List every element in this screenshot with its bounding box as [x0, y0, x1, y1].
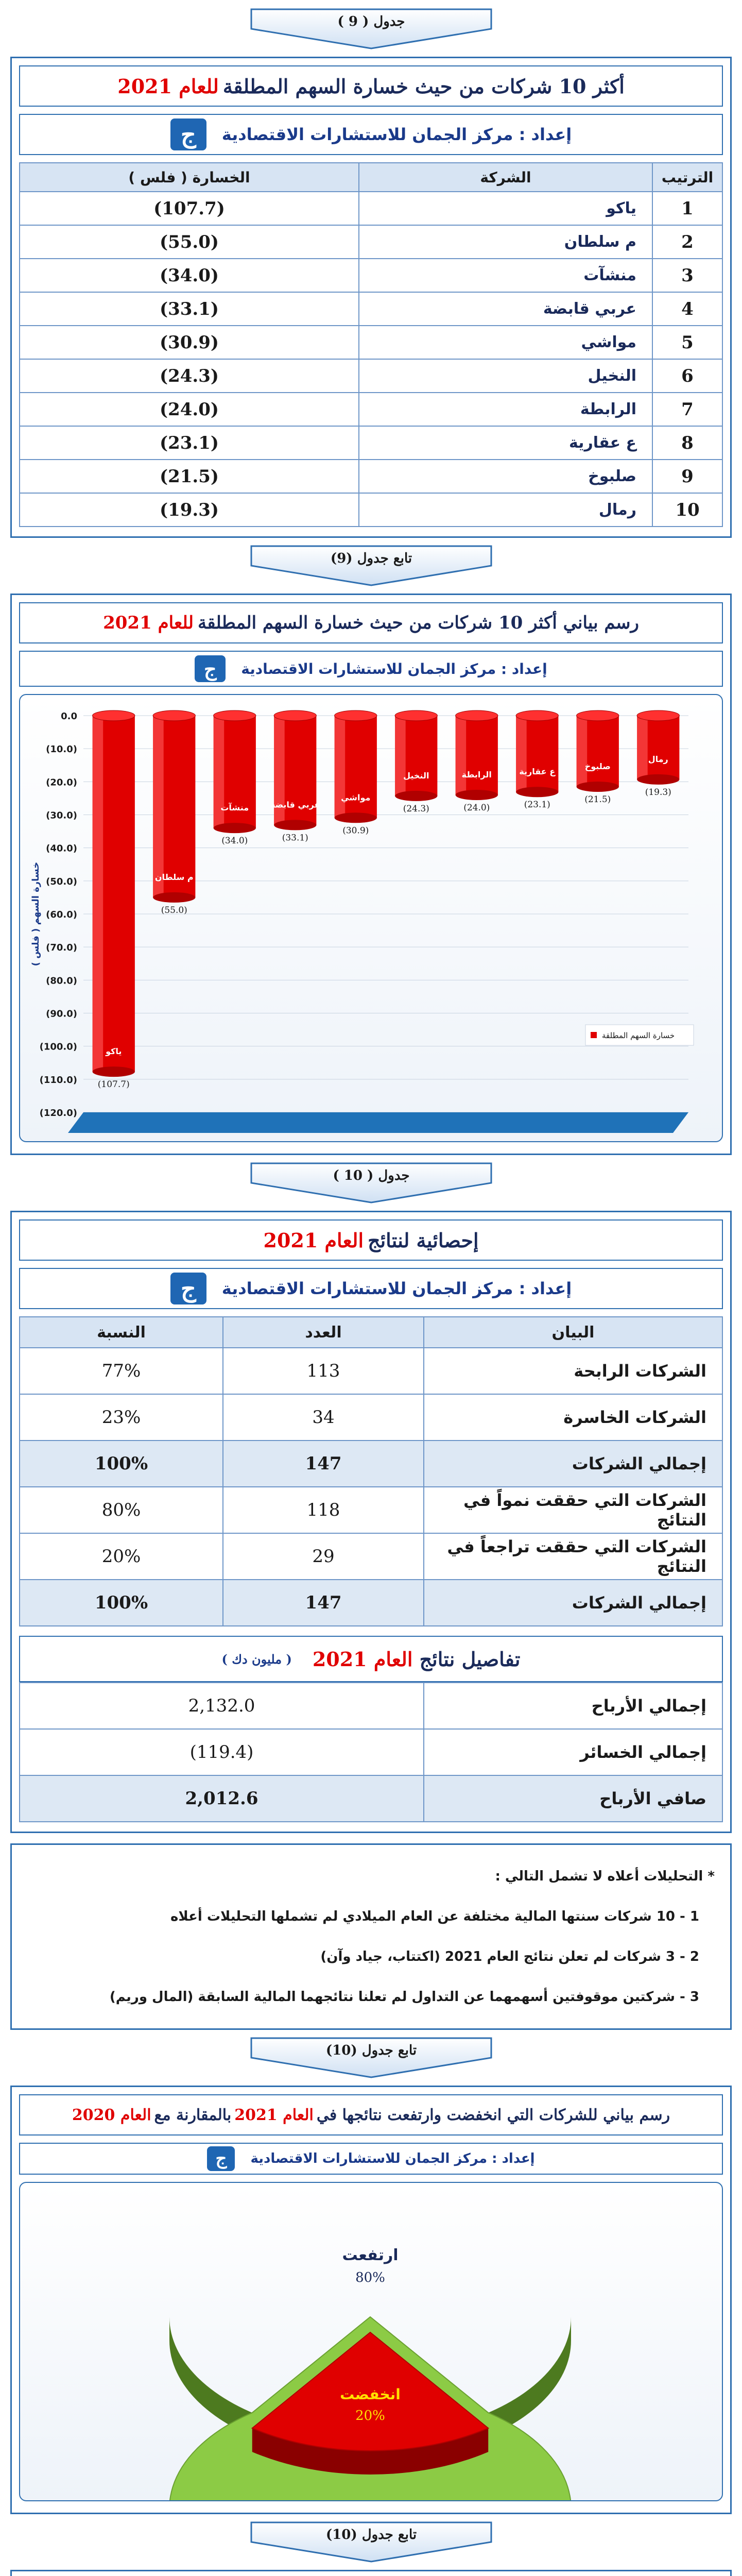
bar-10 [637, 710, 679, 798]
y-tick-label: (20.0) [46, 777, 77, 788]
chart10b-frame [10, 2570, 732, 2576]
bar-7 [456, 710, 498, 813]
bar-2 [153, 710, 195, 916]
pct-cell: 80% [20, 1487, 223, 1533]
details-unit: ( مليون دك ) [221, 1651, 292, 1667]
chart10a-title-prev-year: العام 2020 [72, 2106, 151, 2124]
table-row [20, 292, 722, 326]
y-tick-label: (100.0) [39, 1041, 77, 1053]
label-cell: إجمالي الشركات [424, 1580, 722, 1626]
y-tick-label: (70.0) [46, 942, 77, 954]
bar-top-cap [577, 710, 619, 721]
chart10a-title [19, 2094, 723, 2136]
company-cell: مواشي [359, 326, 652, 359]
count-cell: 29 [223, 1533, 424, 1580]
bar-highlight [516, 716, 527, 792]
bar-highlight [456, 716, 467, 795]
table-row [20, 1533, 722, 1580]
table-row [20, 493, 722, 527]
bar-4 [270, 710, 320, 843]
bar-category-label: م سلطان [154, 872, 194, 882]
bar-value-label: (24.0) [463, 803, 490, 813]
bar-value-label: (23.1) [524, 800, 550, 810]
table-row [20, 192, 722, 225]
table-row [20, 1440, 722, 1487]
bar-bottom-cap [93, 1066, 135, 1077]
bar-3 [214, 710, 256, 846]
label-cell: الشركات الرابحة [424, 1348, 722, 1394]
bar-value-label: (34.0) [221, 836, 248, 846]
table10-arrow-label: جدول ( 10 ) [332, 1168, 410, 1183]
bar-9 [577, 710, 619, 805]
table-row [20, 1580, 722, 1626]
rank-cell: 4 [652, 292, 722, 326]
header-rank: الترتيب [652, 163, 722, 192]
table-row [20, 225, 722, 259]
rank-cell: 5 [652, 326, 722, 359]
table9-frame [10, 57, 732, 538]
details-title-text: تفاصيل نتائج [412, 1647, 521, 1671]
company-cell: منشآت [359, 259, 652, 292]
label-cell: الشركات الخاسرة [424, 1394, 722, 1440]
loss-bar-chart [19, 695, 722, 1141]
bar-top-cap [456, 710, 498, 721]
note-item: 2 - 3 شركات لم تعلن نتائج العام 2021 (اكتتاب، جياد وآن) [320, 1949, 699, 1964]
aljuman-logo-icon: ج [170, 118, 206, 150]
table10-frame [10, 1211, 732, 1833]
y-tick-label: 0.0 [61, 711, 77, 722]
count-cell: 147 [223, 1440, 424, 1487]
bar-bottom-cap [456, 790, 498, 800]
bar-8 [516, 710, 558, 810]
bar-value-label: (19.3) [645, 787, 671, 798]
header-company: الشركة [359, 163, 652, 192]
y-tick-label: (30.0) [46, 810, 77, 821]
y-axis-label: خسارة السهم ( فلس ) [30, 861, 41, 967]
table-row [20, 259, 722, 292]
loss-cell: (34.0) [20, 259, 359, 292]
table-row [20, 326, 722, 359]
detail-label: إجمالي الخسائر [424, 1729, 722, 1775]
note-item: 3 - شركتين موقوفتين أسهمهما عن التداول لم تعلنا نتائجهما المالية السابقة (المال وريم) [109, 1989, 699, 2005]
notes-box [10, 1843, 732, 2030]
chart10a-prepared-by [19, 2143, 723, 2175]
chart10a-arrow-label: تابع جدول (10) [325, 2043, 417, 2058]
loss-cell: (19.3) [20, 493, 359, 527]
bar-category-label: مواشي [341, 792, 371, 803]
pct-cell: 77% [20, 1348, 223, 1394]
loss-cell: (23.1) [20, 426, 359, 460]
bar-bottom-cap [153, 892, 195, 903]
header-label: البيان [424, 1317, 722, 1348]
loss-cell: (24.3) [20, 359, 359, 393]
company-cell: عربي قابضة [359, 292, 652, 326]
prepared-by-text: إعداد : مركز الجمان للاستشارات الاقتصادية [241, 660, 547, 677]
label-cell: إجمالي الشركات [424, 1440, 722, 1487]
note-item: 1 - 10 شركات سنتها المالية مختلفة عن العام الميلادي لم تشملها التحليلات أعلاه [170, 1909, 699, 1924]
chart10b-arrow [0, 2514, 742, 2563]
aljuman-logo-icon: ج [207, 2146, 235, 2171]
company-cell: النخيل [359, 359, 652, 393]
bar-top-cap [214, 710, 256, 721]
pie-value-increased: 80% [355, 2270, 385, 2285]
y-tick-label: (90.0) [46, 1008, 77, 1020]
bar-highlight [577, 716, 588, 787]
rank-cell: 3 [652, 259, 722, 292]
y-tick-label: (10.0) [46, 744, 77, 755]
bar-category-label: النخيل [403, 770, 429, 781]
prepared-by-text: إعداد : مركز الجمان للاستشارات الاقتصادية [221, 1279, 572, 1298]
company-cell: م سلطان [359, 225, 652, 259]
bar-value-label: (107.7) [97, 1079, 130, 1090]
table-row [20, 359, 722, 393]
bar-highlight [335, 716, 346, 818]
bar-value-label: (55.0) [161, 905, 187, 916]
chart10a-title-year: العام 2021 [234, 2106, 314, 2124]
rank-cell: 6 [652, 359, 722, 393]
table10-title-year: العام 2021 [263, 1228, 364, 1252]
y-tick-label: (40.0) [46, 843, 77, 854]
bar-category-label: عربي قابضة [270, 800, 320, 810]
pct-cell: 20% [20, 1533, 223, 1580]
bar-bottom-cap [637, 774, 679, 785]
rank-cell: 9 [652, 460, 722, 493]
bar-category-label: ع عقارية [519, 767, 556, 777]
loss-cell: (24.0) [20, 393, 359, 426]
bar-category-label: الرابطة [461, 770, 492, 779]
chart10a-title-compare: بالمقارنة مع [154, 2106, 232, 2124]
header-pct: النسبة [20, 1317, 223, 1348]
pie-value-decreased: 20% [355, 2408, 385, 2424]
count-cell: 113 [223, 1348, 424, 1394]
aljuman-logo-icon: ج [170, 1273, 206, 1304]
table-row [20, 1394, 722, 1440]
bar-bottom-cap [274, 820, 316, 830]
chart10a-plot-area [19, 2182, 723, 2501]
table10-arrow [0, 1155, 742, 1204]
detail-label: إجمالي الأرباح [424, 1683, 722, 1729]
company-cell: ع عقارية [359, 426, 652, 460]
bar-bottom-cap [577, 782, 619, 792]
table10-title-text: إحصائية لنتائج [368, 1228, 479, 1252]
chart10a-title-text: رسم بياني للشركات التي انخفضت وارتفعت نتائجها في [316, 2106, 670, 2124]
header-count: العدد [223, 1317, 424, 1348]
bar-category-label: صلبوخ [584, 761, 611, 771]
chart9-plot-area [19, 694, 723, 1142]
chart10b-arrow-shape [250, 2521, 492, 2563]
loss-cell: (33.1) [20, 292, 359, 326]
legend-label: خسارة السهم المطلقة [602, 1031, 675, 1040]
table-row [20, 1683, 722, 1729]
header-loss: الخسارة ( فلس ) [20, 163, 359, 192]
bar-highlight [93, 716, 103, 1072]
bar-top-cap [153, 710, 195, 721]
table9-title-text: أكثر 10 شركات من حيث خسارة السهم المطلقة [222, 74, 625, 98]
bar-highlight [637, 716, 648, 779]
bar-top-cap [516, 710, 558, 721]
table-header-row [20, 1317, 722, 1348]
chart10a-arrow-shape [250, 2037, 492, 2078]
rank-cell: 1 [652, 192, 722, 225]
chart-legend [585, 1025, 694, 1045]
chart9-title-text: رسم بياني أكثر 10 شركات من حيث خسارة السهم المطلقة [198, 613, 639, 633]
chart10a-arrow [0, 2030, 742, 2078]
bar-highlight [395, 716, 406, 796]
detail-label: صافي الأرباح [424, 1775, 722, 1822]
table-row [20, 460, 722, 493]
table10-stats-table [19, 1316, 723, 1626]
bar-value-label: (21.5) [584, 794, 611, 805]
table9-arrow-shape [250, 8, 492, 49]
table9-prepared-by [19, 114, 723, 155]
bar-category-label: ياكو [106, 1046, 122, 1057]
loss-cell: (21.5) [20, 460, 359, 493]
chart9-title [19, 602, 723, 643]
bar-value-label: (33.1) [282, 833, 308, 843]
bar-category-label: رمال [648, 754, 668, 764]
rank-cell: 7 [652, 393, 722, 426]
pct-cell: 100% [20, 1580, 223, 1626]
table9-title-year: للعام 2021 [117, 74, 219, 98]
y-tick-label: (80.0) [46, 975, 77, 987]
count-cell: 34 [223, 1394, 424, 1440]
detail-value: (119.4) [20, 1729, 424, 1775]
details-table [19, 1682, 723, 1822]
pct-cell: 23% [20, 1394, 223, 1440]
company-cell: ياكو [359, 192, 652, 225]
chart9-prepared-by [19, 651, 723, 687]
bar-top-cap [335, 710, 377, 721]
loss-cell: (30.9) [20, 326, 359, 359]
rank-cell: 8 [652, 426, 722, 460]
y-tick-label: (50.0) [46, 876, 77, 887]
company-cell: الرابطة [359, 393, 652, 426]
pie-label-decreased: انخفضت [340, 2386, 401, 2403]
aljuman-logo-icon: ج [195, 655, 226, 682]
bar-top-cap [274, 710, 316, 721]
growth-pie-chart [19, 2183, 722, 2500]
chart-floor [68, 1112, 688, 1133]
details-title [19, 1636, 723, 1682]
bar-category-label: منشآت [220, 803, 249, 813]
table10-prepared-by [19, 1268, 723, 1309]
count-cell: 118 [223, 1487, 424, 1533]
detail-value: 2,012.6 [20, 1775, 424, 1822]
chart10a-frame [10, 2086, 732, 2514]
table10-title [19, 1219, 723, 1261]
chart9-arrow [0, 538, 742, 586]
loss-cell: (107.7) [20, 192, 359, 225]
table9-arrow [0, 0, 742, 49]
notes-heading: * التحليلات أعلاه لا تشمل التالي : [495, 1869, 715, 1884]
chart9-title-year: للعام 2021 [103, 613, 194, 633]
bar-value-label: (24.3) [403, 803, 429, 814]
chart9-arrow-label: تابع جدول (9) [330, 551, 412, 566]
table9-ranking-table [19, 162, 723, 527]
bar-top-cap [93, 710, 135, 721]
table10-arrow-shape [250, 1162, 492, 1204]
table9-title [19, 65, 723, 107]
table-header-row [20, 163, 722, 192]
table9-arrow-label: جدول ( 9 ) [337, 14, 405, 29]
label-cell: الشركات التي حققت تراجعاً في النتائج [424, 1533, 722, 1580]
bar-bottom-cap [516, 787, 558, 797]
bar-bottom-cap [335, 812, 377, 823]
company-cell: صلبوخ [359, 460, 652, 493]
chart9-arrow-shape [250, 545, 492, 586]
y-tick-label: (120.0) [39, 1108, 77, 1118]
rank-cell: 2 [652, 225, 722, 259]
prepared-by-text: إعداد : مركز الجمان للاستشارات الاقتصادية [250, 2151, 535, 2166]
bar-bottom-cap [214, 823, 256, 833]
table-row [20, 426, 722, 460]
pie-label-increased: ارتفعت [342, 2246, 399, 2264]
table-row [20, 1487, 722, 1533]
bar-highlight [153, 716, 164, 897]
pct-cell: 100% [20, 1440, 223, 1487]
bar-6 [395, 710, 437, 814]
legend-swatch [591, 1032, 597, 1038]
table-row [20, 393, 722, 426]
bar-top-cap [637, 710, 679, 721]
company-cell: رمال [359, 493, 652, 527]
loss-cell: (55.0) [20, 225, 359, 259]
chart10b-arrow-label: تابع جدول (10) [325, 2527, 417, 2543]
table-row [20, 1775, 722, 1822]
prepared-by-text: إعداد : مركز الجمان للاستشارات الاقتصادية [221, 125, 572, 144]
table-row [20, 1729, 722, 1775]
details-title-year: العام 2021 [312, 1647, 413, 1671]
bar-bottom-cap [395, 791, 437, 801]
chart9-frame [10, 594, 732, 1155]
detail-value: 2,132.0 [20, 1683, 424, 1729]
bar-5 [335, 710, 377, 836]
bar-top-cap [395, 710, 437, 721]
label-cell: الشركات التي حققت نمواً في النتائج [424, 1487, 722, 1533]
rank-cell: 10 [652, 493, 722, 527]
count-cell: 147 [223, 1580, 424, 1626]
bar-value-label: (30.9) [342, 825, 369, 836]
table-row [20, 1348, 722, 1394]
y-tick-label: (60.0) [46, 909, 77, 920]
bar-1 [93, 710, 135, 1090]
y-tick-label: (110.0) [39, 1074, 77, 1086]
